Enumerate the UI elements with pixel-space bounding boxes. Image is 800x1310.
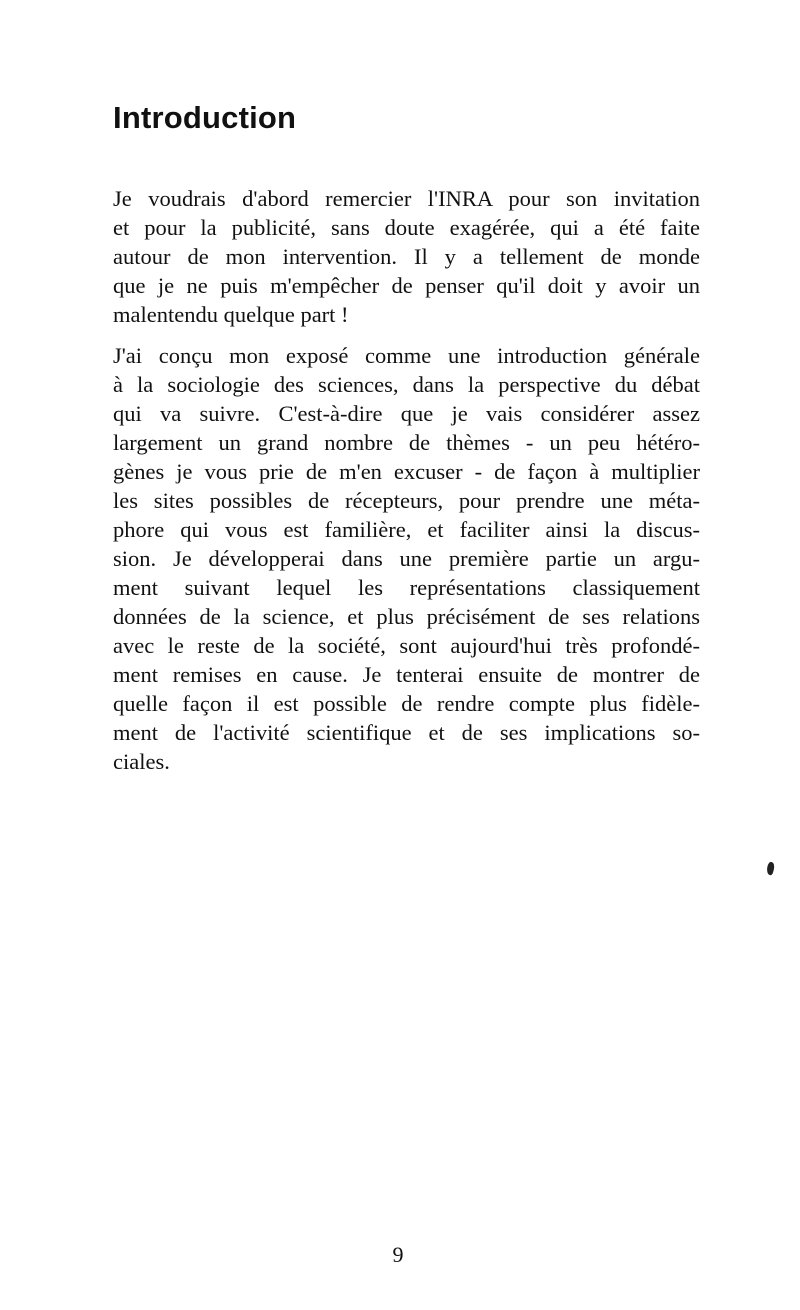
text-line: qui va suivre. C'est-à-dire que je vais considérer assez	[113, 401, 700, 426]
text-line: que je ne puis m'empêcher de penser qu'il doit y avoir un	[113, 273, 700, 298]
text-line: Je voudrais d'abord remercier l'INRA pour son invitation	[113, 186, 700, 211]
text-line: ment de l'activité scientifique et de ses implications so-	[113, 720, 700, 745]
text-line: à la sociologie des sciences, dans la perspective du débat	[113, 372, 700, 397]
text-line: avec le reste de la société, sont aujourd'hui très profondé-	[113, 633, 700, 658]
text-line: les sites possibles de récepteurs, pour prendre une méta-	[113, 488, 700, 513]
section-heading: Introduction	[113, 100, 297, 135]
text-line: autour de mon intervention. Il y a tellement de monde	[113, 244, 700, 269]
text-line: malentendu quelque part !	[113, 302, 349, 327]
text-line: largement un grand nombre de thèmes - un peu hétéro-	[113, 430, 700, 455]
text-line: sion. Je développerai dans une première partie un argu-	[113, 546, 700, 571]
text-line: et pour la publicité, sans doute exagérée, qui a été faite	[113, 215, 700, 240]
text-line: phore qui vous est familière, et faciliter ainsi la discus-	[113, 517, 700, 542]
text-line: J'ai conçu mon exposé comme une introduction générale	[113, 343, 700, 368]
text-line: quelle façon il est possible de rendre compte plus fidèle-	[113, 691, 700, 716]
text-line: ment suivant lequel les représentations classiquement	[113, 575, 700, 600]
text-line: données de la science, et plus précisément de ses relations	[113, 604, 700, 629]
text-line: ciales.	[113, 749, 170, 774]
paragraph-2	[113, 341, 700, 776]
text-line: ment remises en cause. Je tenterai ensuite de montrer de	[113, 662, 700, 687]
page-number: 9	[392, 1242, 404, 1267]
paragraph-1	[113, 184, 700, 329]
scan-speck-mark	[765, 861, 775, 875]
text-line: gènes je vous prie de m'en excuser - de façon à multiplier	[113, 459, 700, 484]
